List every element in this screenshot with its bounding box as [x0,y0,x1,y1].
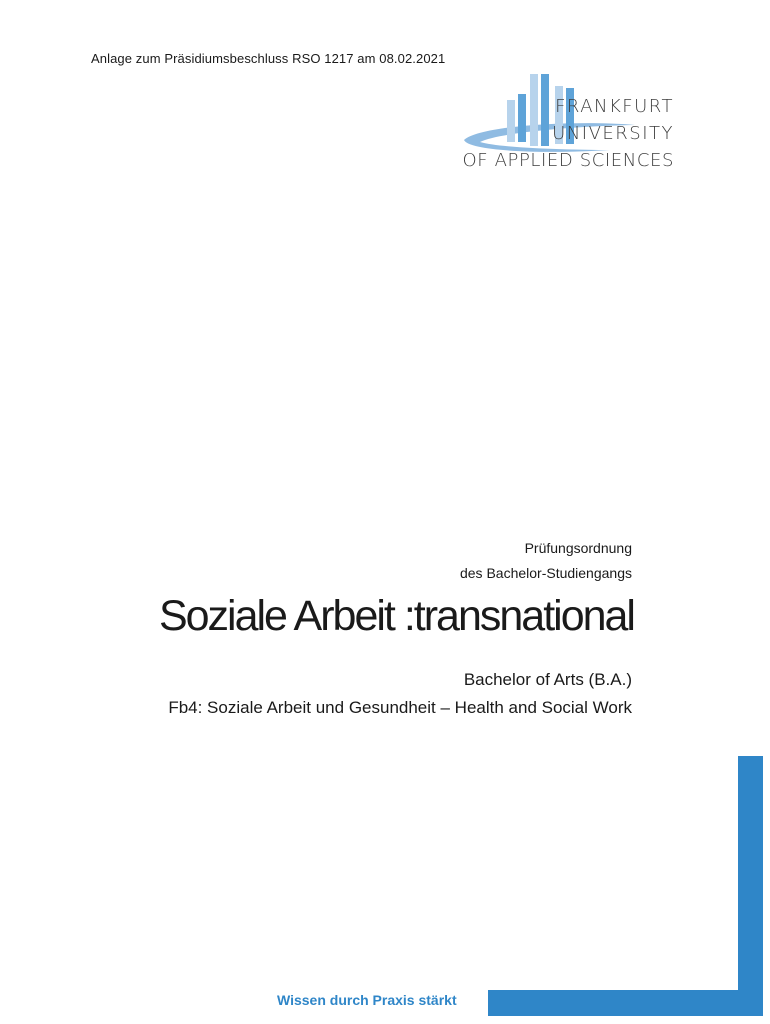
logo-text-line: OF APPLIED SCIENCES [462,150,674,171]
decorative-bar-horizontal [488,990,763,1016]
logo-bar [518,94,526,142]
document-kind: Prüfungsordnung [524,540,632,556]
footer-slogan: Wissen durch Praxis stärkt [277,992,457,1008]
document-title: Soziale Arbeit :transnational [158,592,634,640]
logo-text-line: UNIVERSITY [552,123,674,144]
logo-bar [507,100,515,142]
document-faculty: Fb4: Soziale Arbeit und Gesundheit – Health and Social Work [168,698,632,717]
logo-bar [541,74,549,146]
university-logo [460,70,730,180]
logo-bar [530,74,538,146]
document-degree: Bachelor of Arts (B.A.) [463,670,632,689]
logo-text-line: FRANKFURT [555,96,674,117]
document-subtitle: des Bachelor-Studiengangs [459,565,632,581]
decorative-bar-vertical [738,756,763,1016]
header-note: Anlage zum Präsidiumsbeschluss RSO 1217 am 08.02.2021 [91,51,446,66]
